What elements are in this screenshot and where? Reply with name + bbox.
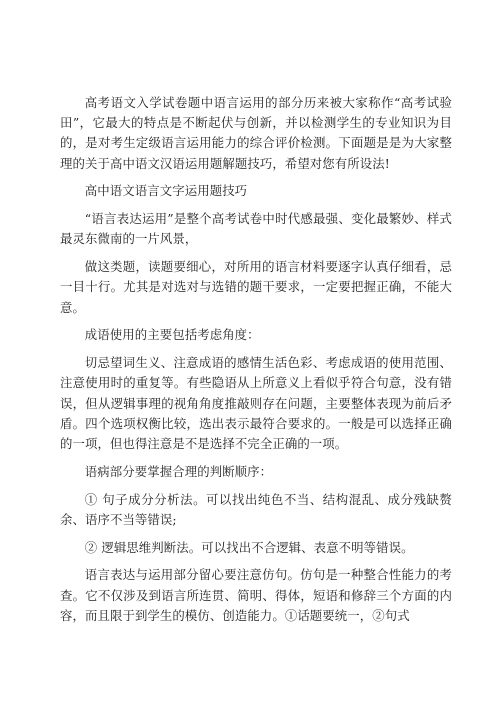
list-item: ② 逻辑思维判断法。可以找出不合逻辑、表意不明等错误。 bbox=[84, 539, 414, 555]
body-paragraph: 切忌望词生义、注意成语的感情生活色彩、考虑成语的使用范围、注意使用时的重复等。有些隐语从上所意义上看似乎符合句意，没有错误，但从逻辑事理的视角角度推敲则存在问题，主要整体表现为前后矛盾。四个选项权衡比较，选出表示最符合要求的。一般是可以选择正确的一项，但也得注意是不是选择不完全正确的一项。 bbox=[60, 355, 452, 452]
body-paragraph: “语言表达运用”是整个高考试卷中时代感最强、变化最繁妙、样式最灵东微南的一片风景， bbox=[60, 211, 452, 247]
intro-paragraph: 高考语文入学试卷题中语言运用的部分历来被大家称作“高考试验田”，它最大的特点是不断起伏与创新，并以检测学生的专业知识为目的，是对考生定级语言运用能力的综合评价检测。下面题是是为大家整理的关于高中语文汉语运用题解题技巧，希望对您有所设法! bbox=[60, 95, 452, 171]
document-page bbox=[60, 93, 452, 634]
subheading-idiom: 成语使用的主要包括考虑角度： bbox=[84, 327, 260, 343]
subheading-grammar: 语病部分要掌握合理的判断顺序： bbox=[84, 463, 273, 479]
section-heading: 高中语文语言文字运用题技巧 bbox=[84, 183, 248, 199]
body-paragraph: 语言表达与运用部分留心要注意仿句。仿句是一种整合性能力的考查。它不仅涉及到语言所连贯、简明、得体，短语和修辞三个方面的内容，而且限于到学生的模仿、创造能力。①话题要统一，②句式 bbox=[60, 567, 452, 623]
body-paragraph: 做这类题，读题要细心，对所用的语言材料要逐字认真仔细看，忌一目十行。尤其是对选对与选错的题干要求，一定要把握正确，不能大意。 bbox=[60, 259, 452, 315]
list-item: ① 句子成分分析法。可以找出纯色不当、结构混乱、成分残缺赘余、语序不当等错误; bbox=[60, 491, 452, 527]
